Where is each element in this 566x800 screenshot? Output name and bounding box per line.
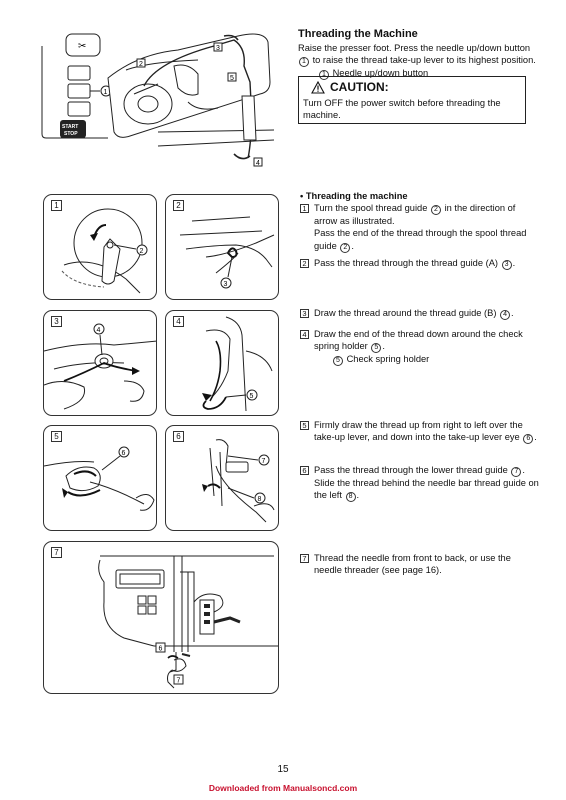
intro-line-2-text: to raise the thread take-up lever to its highest position. xyxy=(312,54,536,65)
panel-7-illustration xyxy=(44,542,279,694)
step-1-text-a: Turn the spool thread guide xyxy=(314,203,428,213)
stop-label: STOP xyxy=(64,131,78,137)
page-title: Threading the Machine xyxy=(298,28,418,40)
step-4-ref-b: 5 xyxy=(333,356,343,366)
machine-overview-illustration xyxy=(38,22,274,170)
header-block xyxy=(298,27,548,80)
panel-4 xyxy=(165,310,279,416)
callout-4: 4 xyxy=(256,160,260,167)
panel-6-number: 6 xyxy=(173,431,184,442)
panel-7 xyxy=(43,541,279,694)
step-6-text-b: . Slide the thread behind the needle bar thread guide on the left xyxy=(314,465,539,501)
panel-1 xyxy=(43,194,157,300)
step-2-text-a: Pass the thread through the thread guide (A) xyxy=(314,258,498,268)
section-title-text: • Threading the machine xyxy=(300,191,408,201)
panel-6-callout-7: 7 xyxy=(261,458,266,465)
step-1-text-c: Pass the end of the thread through the spool thread guide xyxy=(314,228,527,251)
ref-1: 1 xyxy=(299,57,309,67)
step-5-text-a: Firmly draw the thread up from right to left over the take-up lever, and down into the take-up lever eye xyxy=(314,420,523,443)
step-6 xyxy=(300,464,540,502)
step-6-num: 6 xyxy=(300,466,309,475)
step-7 xyxy=(300,552,540,577)
step-4-ref-a: 5 xyxy=(371,343,381,353)
legend-text: Needle up/down button xyxy=(332,67,429,78)
step-3-num: 3 xyxy=(300,309,309,318)
panel-6 xyxy=(165,425,279,531)
callout-3: 3 xyxy=(216,45,220,52)
step-5-text-b: . xyxy=(534,432,537,443)
intro-line-2 xyxy=(298,54,548,67)
svg-text:✂: ✂ xyxy=(78,41,87,52)
step-2-num: 2 xyxy=(300,259,309,268)
step-5-ref: 6 xyxy=(523,434,533,444)
panel-3 xyxy=(43,310,157,416)
legend-ref: 1 xyxy=(319,70,329,80)
step-6-text-a: Pass the thread through the lower thread guide xyxy=(314,465,508,475)
callout-1: 1 xyxy=(103,89,108,96)
step-6-ref-a: 7 xyxy=(511,467,521,477)
panel-7-callout-7: 7 xyxy=(176,677,181,685)
intro-line-1: Raise the presser foot. Press the needle up/down button xyxy=(298,42,531,53)
step-4-num: 4 xyxy=(300,330,309,339)
step-4-text-b: . xyxy=(382,341,385,352)
panel-2-callout: 3 xyxy=(223,281,228,288)
step-1-text-b: in the direction of arrow as illustrated. xyxy=(314,203,516,226)
step-4-text-c: Check spring holder xyxy=(346,354,430,365)
step-5-num: 5 xyxy=(300,421,309,430)
panel-2-number: 2 xyxy=(173,200,184,211)
step-2-text-b: . xyxy=(512,258,516,268)
step-4 xyxy=(300,328,540,366)
step-1-ref-b: 2 xyxy=(340,243,350,253)
start-label: START xyxy=(62,124,79,130)
panel-1-callout: 2 xyxy=(139,248,144,255)
step-3-ref: 4 xyxy=(500,310,510,320)
step-2 xyxy=(300,257,540,270)
step-1-ref-a: 2 xyxy=(431,205,441,215)
warning-icon xyxy=(311,81,325,94)
panel-2 xyxy=(165,194,279,300)
step-5 xyxy=(300,419,540,444)
download-source-link[interactable]: Downloaded from Manualsoncd.com xyxy=(208,783,358,793)
step-7-num: 7 xyxy=(300,554,309,563)
caution-heading-row xyxy=(299,77,525,96)
step-6-ref-b: 8 xyxy=(346,492,356,502)
callout-5: 5 xyxy=(230,75,234,82)
panel-6-callout-8: 8 xyxy=(257,496,262,503)
step-4-text-a: Draw the end of the thread down around the check spring holder xyxy=(314,329,523,352)
step-1-text-d: . xyxy=(351,240,354,251)
caution-text: Turn OFF the power switch before threading the machine. xyxy=(303,97,501,121)
panel-5-number: 5 xyxy=(51,431,62,442)
panel-7-callout-6: 6 xyxy=(158,645,163,653)
panel-3-callout: 4 xyxy=(96,327,101,334)
step-2-ref: 3 xyxy=(502,260,512,270)
panel-4-number: 4 xyxy=(173,316,184,327)
step-7-text: Thread the needle from front to back, or use the needle threader (see page 16). xyxy=(314,553,511,576)
step-1-num: 1 xyxy=(300,204,309,213)
caution-box xyxy=(298,76,526,124)
panel-1-number: 1 xyxy=(51,200,62,211)
step-1 xyxy=(300,202,540,253)
panel-3-number: 3 xyxy=(51,316,62,327)
step-3-text-b: . xyxy=(511,308,514,318)
panel-5 xyxy=(43,425,157,531)
step-3 xyxy=(300,307,540,320)
panel-7-number: 7 xyxy=(51,547,62,558)
panel-4-callout: 5 xyxy=(249,393,254,400)
step-6-text-c: . xyxy=(356,490,360,501)
section-title xyxy=(300,190,540,202)
panel-5-callout: 6 xyxy=(121,450,126,457)
callout-2: 2 xyxy=(139,61,143,68)
step-3-text-a: Draw the thread around the thread guide (B) xyxy=(314,308,497,318)
caution-heading: CAUTION: xyxy=(330,80,389,94)
page-number: 15 xyxy=(277,764,289,775)
